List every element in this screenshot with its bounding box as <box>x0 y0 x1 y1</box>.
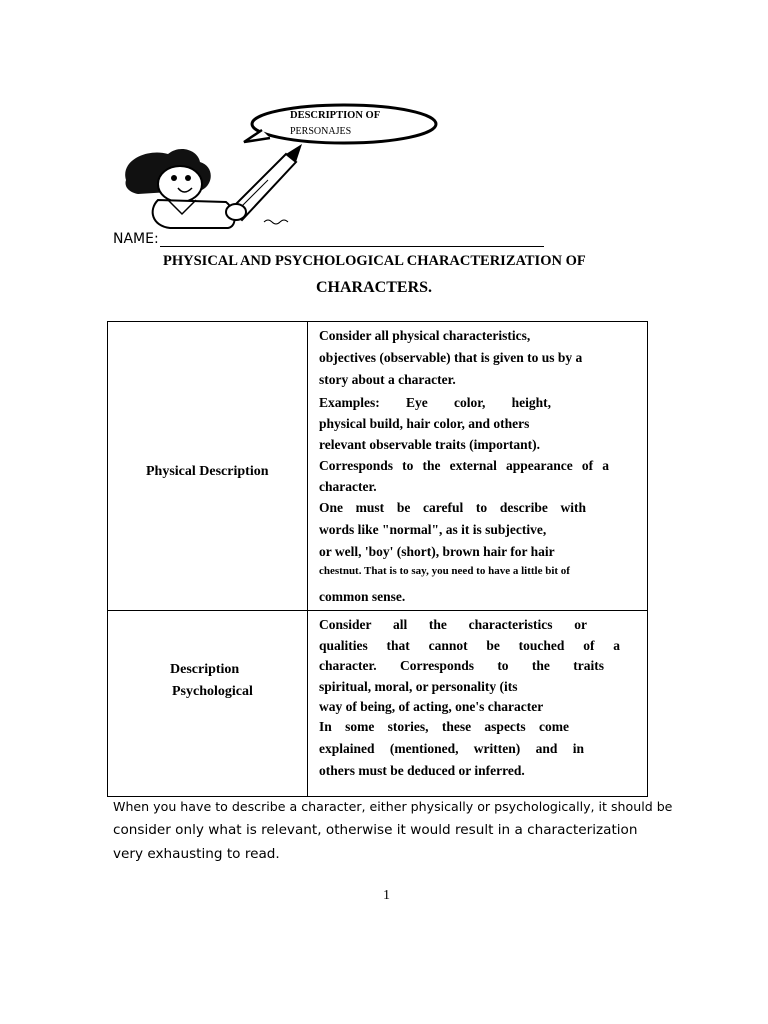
mascot-with-pen-illustration <box>118 140 308 230</box>
name-label: NAME: <box>113 231 159 247</box>
row-body-psychological <box>319 617 621 785</box>
text-line: Corresponds to the external appearance of a <box>319 458 609 473</box>
text-line: Examples: Eye color, height, <box>319 395 551 410</box>
text-line: words like "normal", as it is subjective, <box>319 522 547 537</box>
bubble-line-2: PERSONAJES <box>290 126 352 137</box>
text-line: Consider all the characteristics or <box>319 617 587 632</box>
text-line: Consider all physical characteristics, <box>319 328 531 343</box>
title-line-1: PHYSICAL AND PSYCHOLOGICAL CHARACTERIZATION OF <box>163 253 586 269</box>
text-line: explained (mentioned, written) and in <box>319 741 584 756</box>
row-label-description: Description <box>170 662 240 677</box>
text-line: character. Corresponds to the traits <box>319 658 604 673</box>
text-line: story about a character. <box>319 372 456 387</box>
text-line: physical build, hair color, and others <box>319 416 530 431</box>
name-underline <box>160 232 544 247</box>
title-line-2: CHARACTERS. <box>316 279 433 296</box>
text-line: character. <box>319 479 377 494</box>
text-line: relevant observable traits (important). <box>319 437 540 452</box>
page-number: 1 <box>383 888 390 903</box>
row-label-psychological: Psychological <box>172 684 253 699</box>
table-column-divider <box>307 321 308 797</box>
text-line: others must be deduced or inferred. <box>319 763 525 778</box>
row-label-physical: Physical Description <box>146 464 269 479</box>
name-field-line <box>113 231 544 247</box>
text-line: qualities that cannot be touched of a <box>319 638 620 653</box>
text-line: chestnut. That is to say, you need to have a little bit of <box>319 565 570 577</box>
footer-line-1: When you have to describe a character, either physically or psychologically, it should be <box>113 799 673 814</box>
text-line: spiritual, moral, or personality (its <box>319 679 518 694</box>
text-line: way of being, of acting, one's character <box>319 699 544 714</box>
text-line: One must be careful to describe with <box>319 500 586 515</box>
bubble-text <box>290 108 380 140</box>
footer-line-2: consider only what is relevant, otherwise it would result in a characterization <box>113 822 638 838</box>
text-line: objectives (observable) that is given to us by a <box>319 350 583 365</box>
bubble-line-1: DESCRIPTION OF <box>290 110 381 121</box>
footer-line-3: very exhausting to read. <box>113 846 280 862</box>
text-line: common sense. <box>319 589 406 604</box>
row-body-physical <box>319 328 621 611</box>
text-line: or well, 'boy' (short), brown hair for hair <box>319 544 555 559</box>
text-line: In some stories, these aspects come <box>319 719 569 734</box>
